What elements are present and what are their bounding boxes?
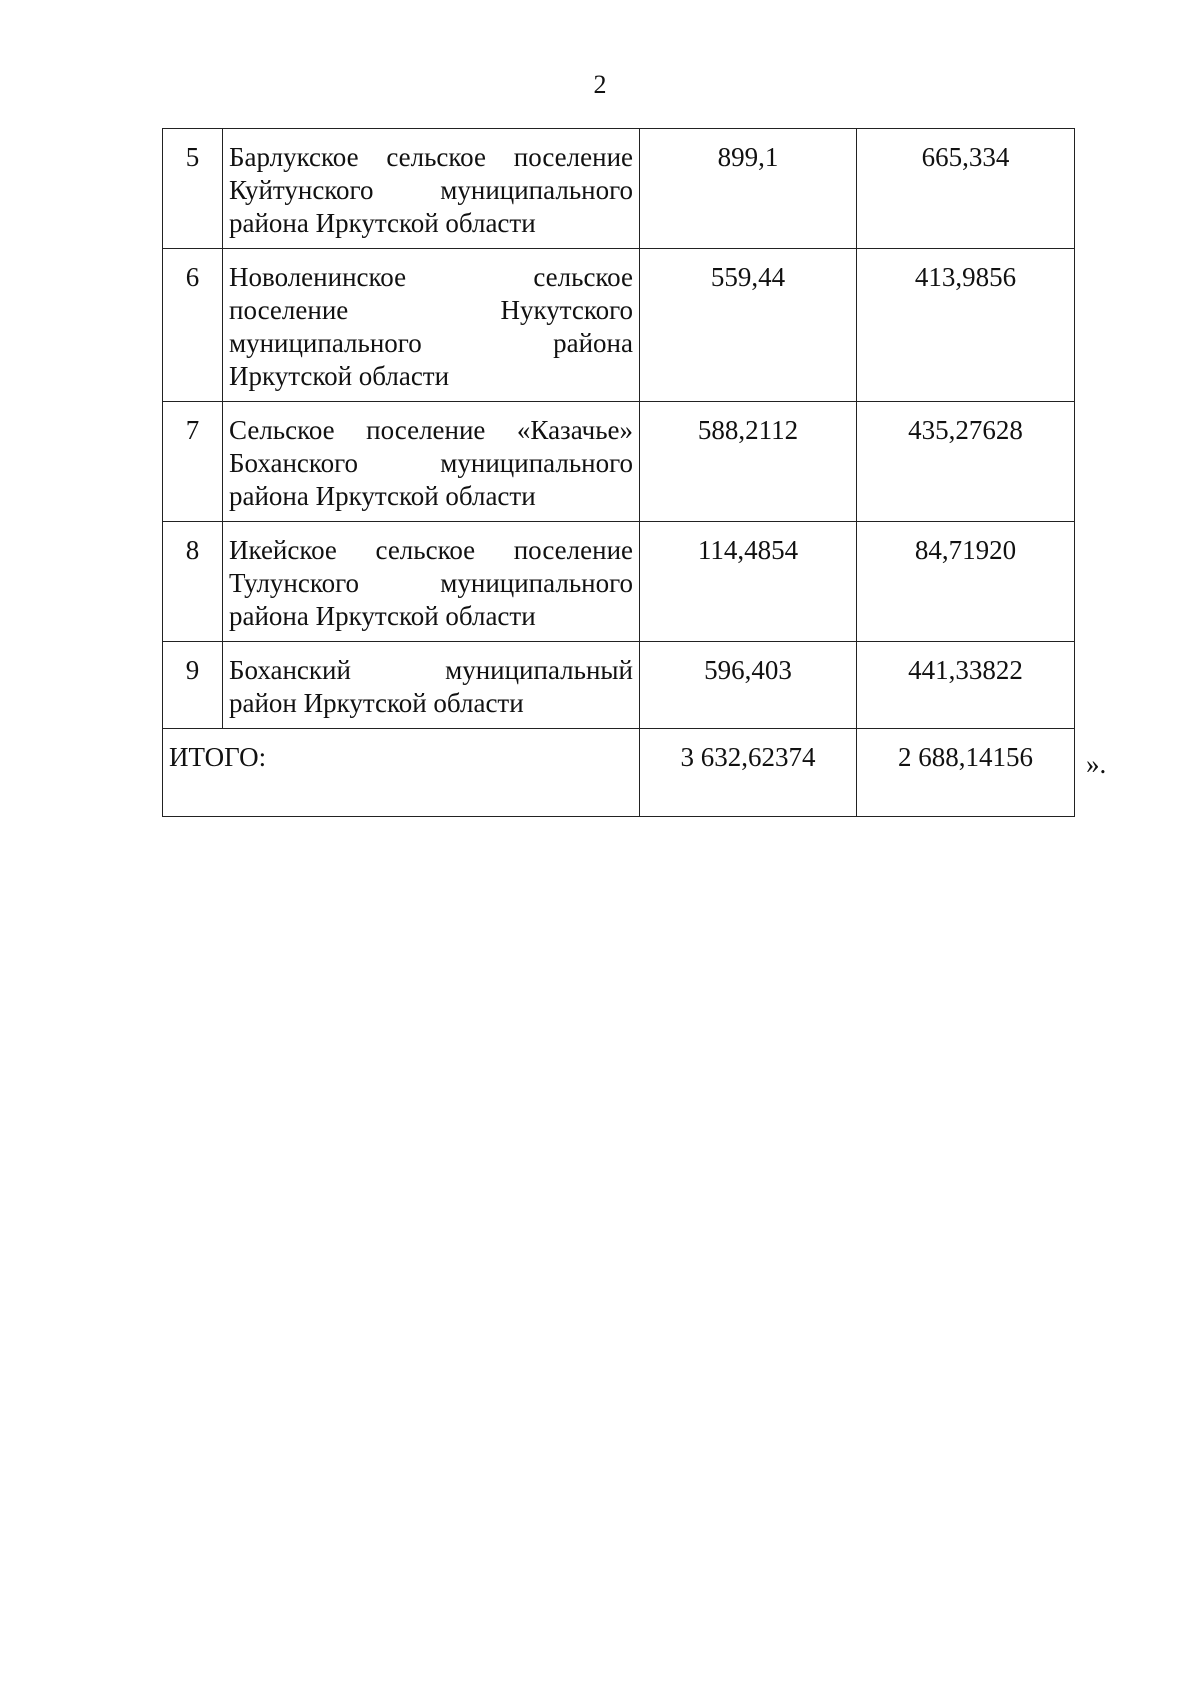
table-row [163,402,1075,522]
municipality-name-line: муниципального района [229,328,633,358]
value-2: 84,71920 [857,522,1075,642]
value-1: 596,403 [640,642,857,729]
allocation-table [162,128,1075,817]
municipality-name [223,129,640,249]
municipality-name-line: Барлукское сельское поселение [229,142,633,172]
table-row [163,129,1075,249]
table-row [163,522,1075,642]
municipality-name-line: Новоленинское сельское [229,262,633,292]
total-value-2: 2 688,14156 [857,729,1075,817]
municipality-name-line: Тулунского муниципального [229,568,633,598]
value-1: 899,1 [640,129,857,249]
municipality-name-line: района Иркутской области [229,601,536,631]
total-label: ИТОГО: [163,729,640,817]
value-2: 441,33822 [857,642,1075,729]
value-1: 114,4854 [640,522,857,642]
row-number: 5 [163,129,223,249]
row-number: 6 [163,249,223,402]
value-1: 588,2112 [640,402,857,522]
municipality-name-line: Боханского муниципального [229,448,633,478]
page-number: 2 [593,70,607,99]
municipality-name-line: Сельское поселение «Казачье» [229,415,633,445]
table-row [163,642,1075,729]
municipality-name-line: района Иркутской области [229,208,536,238]
value-2: 435,27628 [857,402,1075,522]
municipality-name [223,522,640,642]
municipality-name-line: Куйтунского муниципального [229,175,633,205]
municipality-name-line: Боханский муниципальный [229,655,633,685]
row-number: 8 [163,522,223,642]
municipality-name [223,249,640,402]
value-1: 559,44 [640,249,857,402]
municipality-name-line: район Иркутской области [229,688,524,718]
municipality-name-line: Икейское сельское поселение [229,535,633,565]
row-number: 7 [163,402,223,522]
table-row [163,249,1075,402]
municipality-name-line: поселение Нукутского [229,295,633,325]
total-value-1: 3 632,62374 [640,729,857,817]
total-row [163,729,1075,817]
value-2: 413,9856 [857,249,1075,402]
closing-quote: ». [1086,749,1107,779]
municipality-name [223,402,640,522]
table-body [163,129,1075,817]
municipality-name-line: Иркутской области [229,361,450,391]
row-number: 9 [163,642,223,729]
municipality-name [223,642,640,729]
municipality-name-line: района Иркутской области [229,481,536,511]
value-2: 665,334 [857,129,1075,249]
